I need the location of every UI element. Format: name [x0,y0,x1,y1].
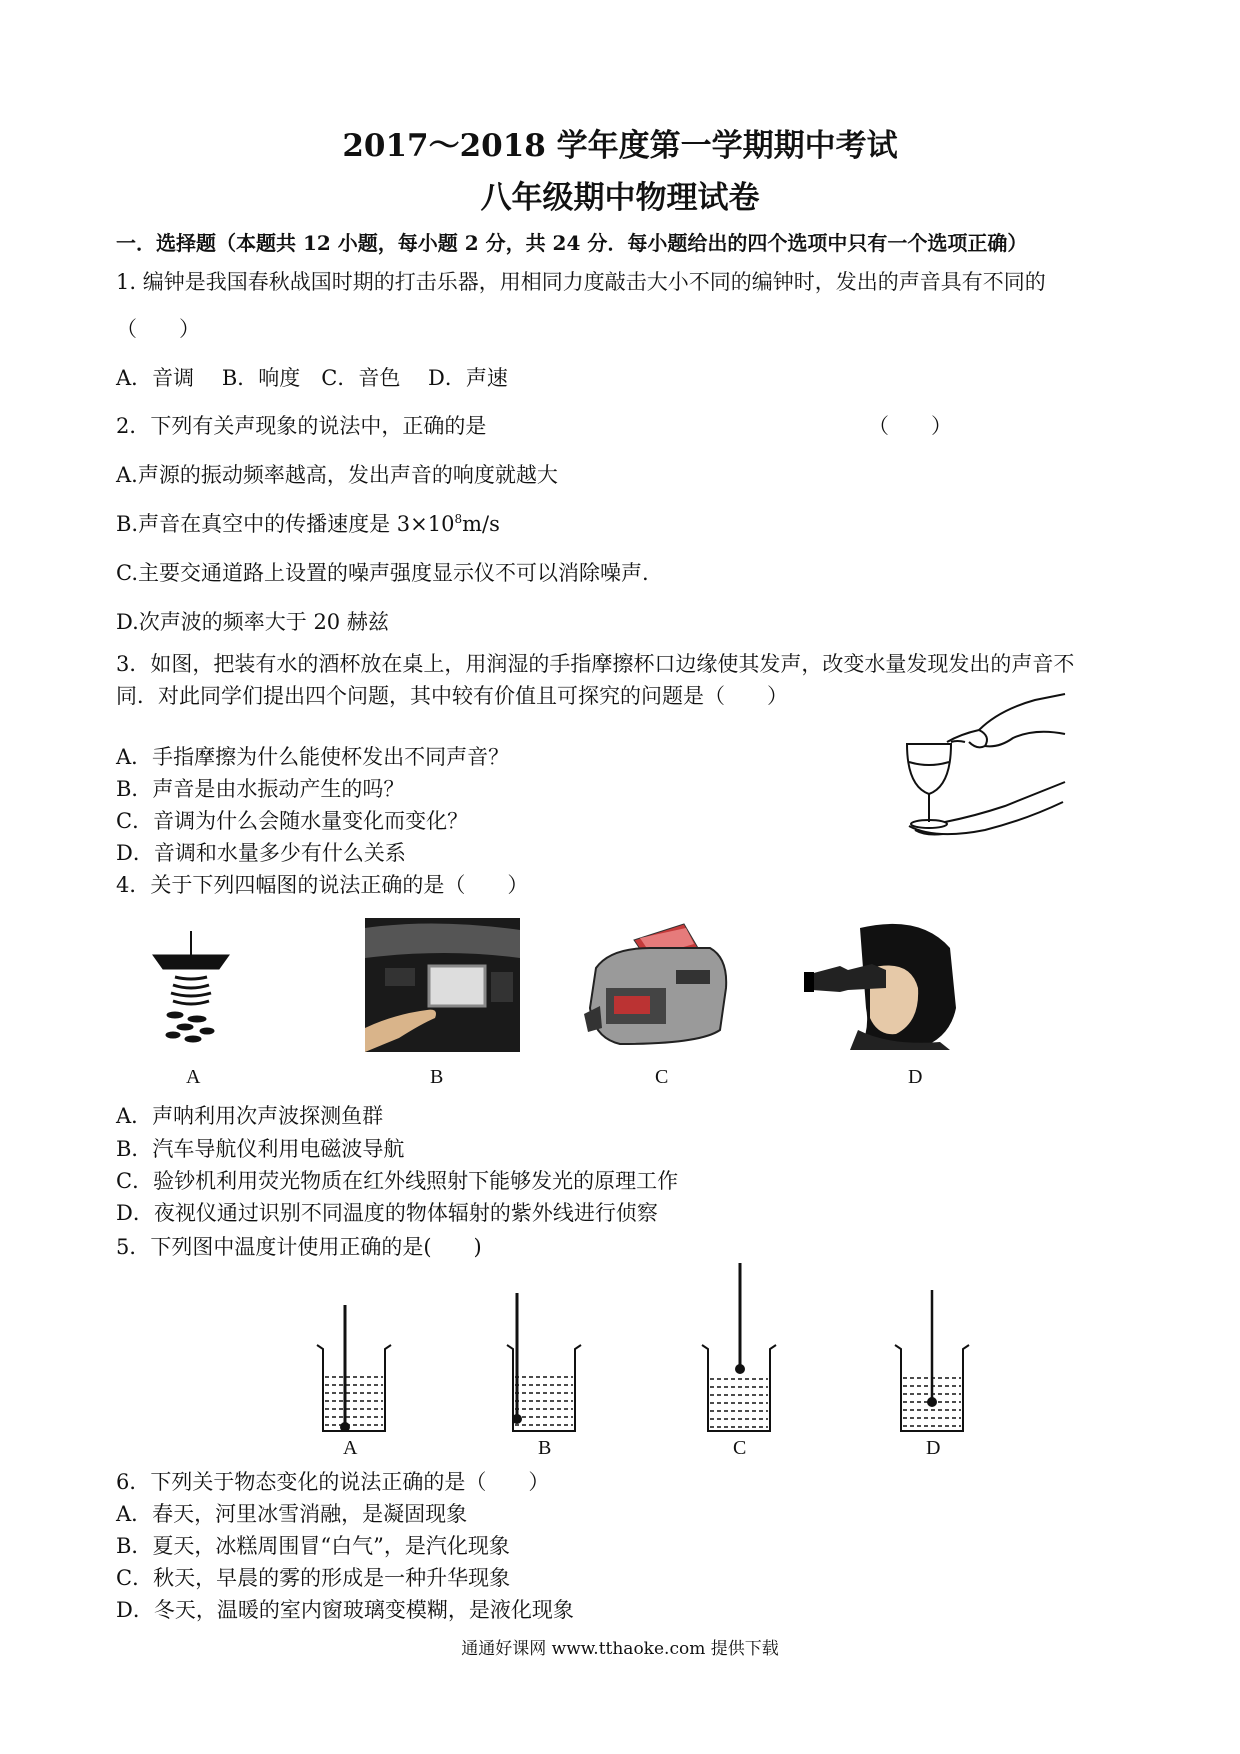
q3-option-c: C．音调为什么会随水量变化而变化？ [116,809,469,833]
footer-download-note: 通通好课网 www.tthaoke.com 提供下载 [461,1639,779,1659]
q5-figure-label-c: C [733,1437,747,1459]
q6-option-c: C．秋天，早晨的雾的形成是一种升华现象 [116,1566,511,1590]
q2-paren: （ ） [868,414,952,438]
beaker-c-figure [700,1263,780,1435]
q2-option-c: C.主要交通道路上设置的噪声强度显示仪不可以消除噪声. [116,561,649,585]
q2-option-b: B.声音在真空中的传播速度是 $3\times 10^8m/s$ [116,512,500,536]
wine-glass-hands-figure [895,690,1075,840]
q4-figure-label-c: C [655,1066,669,1088]
exam-subtitle: 八年级期中物理试卷 [480,180,760,216]
night-vision-figure [800,918,960,1050]
q5-stem: 5．下列图中温度计使用正确的是( ) [116,1235,482,1259]
q2-option-a: A.声源的振动频率越高，发出声音的响度就越大 [116,463,558,487]
q6-stem: 6．下列关于物态变化的说法正确的是（ ） [116,1470,550,1494]
q1-options: A．音调 B．响度 C．音色 D．声速 [116,366,508,390]
q4-option-d: D．夜视仪通过识别不同温度的物体辐射的紫外线进行侦察 [116,1201,658,1225]
money-counter-figure [580,918,730,1050]
q3-stem-line1: 3．如图，把装有水的酒杯放在桌上，用润湿的手指摩擦杯口边缘使其发声，改变水量发现发出的声音不 [116,652,1075,676]
section-heading: 一．选择题（本题共 12 小题，每小题 2 分，共 24 分．每小题给出的四个选项中只有一个选项正确） [116,231,1028,255]
q4-option-c: C．验钞机利用荧光物质在红外线照射下能够发光的原理工作 [116,1169,679,1193]
q2-stem: 2．下列有关声现象的说法中，正确的是 [116,414,487,438]
q6-option-b: B．夏天，冰糕周围冒“白气”，是汽化现象 [116,1534,510,1558]
q3-option-b: B．声音是由水振动产生的吗？ [116,777,405,801]
exam-title: 2017～2018 学年度第一学期期中考试 [342,128,898,164]
q5-figure-label-d: D [926,1437,941,1459]
q1-stem: 1. 编钟是我国春秋战国时期的打击乐器，用相同力度敲击大小不同的编钟时，发出的声音具有不同的 [116,270,1046,294]
q4-option-b: B．汽车导航仪利用电磁波导航 [116,1137,405,1161]
beaker-a-figure [315,1305,395,1435]
beaker-b-figure [505,1293,585,1435]
q4-figure-label-b: B [430,1066,444,1088]
q4-figure-label-d: D [908,1066,923,1088]
q3-option-d: D．音调和水量多少有什么关系 [116,841,406,865]
q5-figure-label-b: B [538,1437,552,1459]
q1-paren: （ ） [116,317,200,341]
q6-option-d: D．冬天，温暖的室内窗玻璃变模糊，是液化现象 [116,1598,574,1622]
q3-option-a: A．手指摩擦为什么能使杯发出不同声音？ [116,745,510,769]
q4-stem: 4．关于下列四幅图的说法正确的是（ ） [116,873,529,897]
q6-option-a: A．春天，河里冰雪消融，是凝固现象 [116,1502,468,1526]
car-navigation-figure [365,918,520,1052]
sonar-ship-figure [145,925,235,1045]
q4-option-a: A．声呐利用次声波探测鱼群 [116,1104,384,1128]
q5-figure-label-a: A [343,1437,358,1459]
beaker-d-figure [893,1290,973,1435]
q2-option-d: D.次声波的频率大于 20 赫兹 [116,610,389,634]
q3-stem-line2: 同．对此同学们提出四个问题，其中较有价值且可探究的问题是（ ） [116,684,788,708]
q4-figure-label-a: A [186,1066,201,1088]
